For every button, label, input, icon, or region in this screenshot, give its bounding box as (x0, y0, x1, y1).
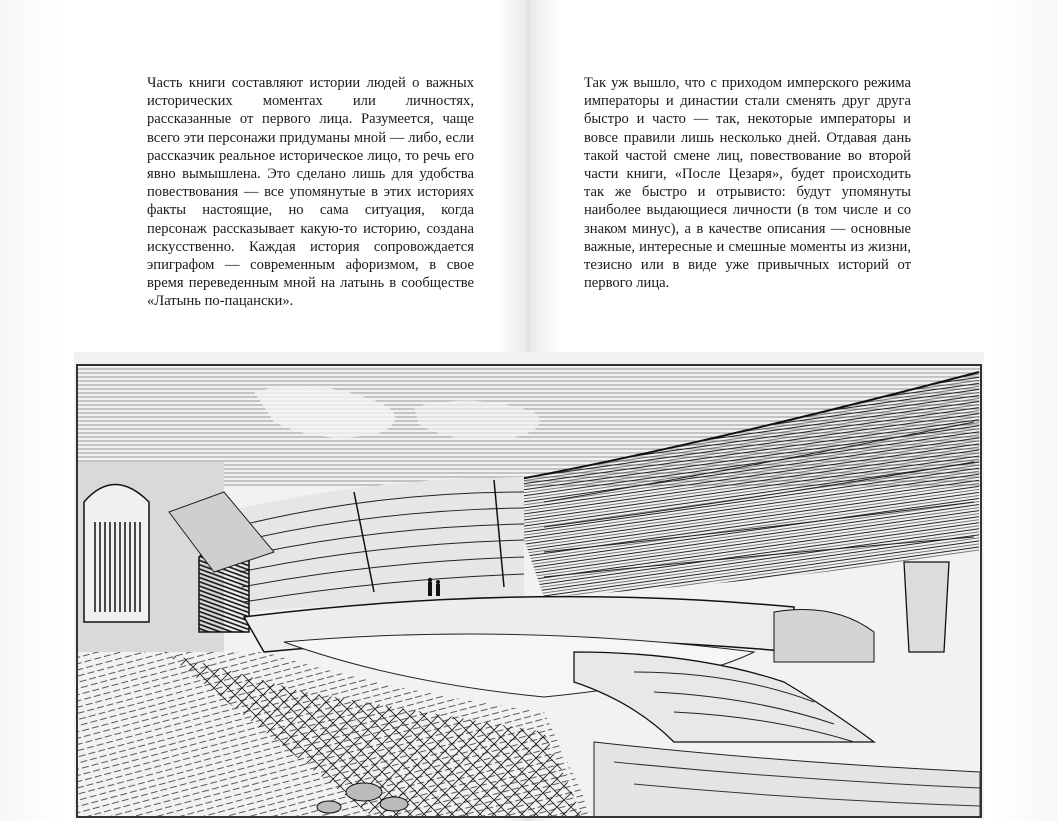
right-page-text (584, 74, 911, 292)
engraving-pedestal (904, 562, 949, 652)
amphitheater-engraving (74, 352, 984, 818)
right-paragraph: Так уж вышло, что с приходом имперского режима императоры и династии стали сменять друг друга быстро и часто — так, некоторые императоры и вовсе правили лишь несколько дней. Отдавая дань такой частой смене лиц, повествование во второй части книги, «После Цезаря», будет происходить так же быстро и отрывисто: будут упомянуты наиболее выдающиеся личности (в том числе и со знаком минус), а в качестве описания — основные важные, интересные и смешные моменты из жизни, тезисно или в виде уже привычных историй от первого лица. (584, 75, 911, 292)
left-page-text (147, 74, 474, 311)
left-paragraph: Часть книги составляют истории людей о важных исторических моментах или личностях, рассказанные от первого лица. Разумеется, чаще всего эти персонажи придуманы мной — либо, если рассказчик реальное историческое лицо, то речь его явно вымышлена. Это сделано лишь для удобства повествования — все упомянутые в этих историях факты настоящие, но сама ситуация, когда персонаж рассказывает какую-то историю, создана искусственно. Каждая история сопровождается эпиграфом — современным афоризмом, в свое время переведенным мной на латынь в сообществе «Латынь по-пацански». (147, 75, 474, 310)
engraving-gate (92, 522, 142, 612)
